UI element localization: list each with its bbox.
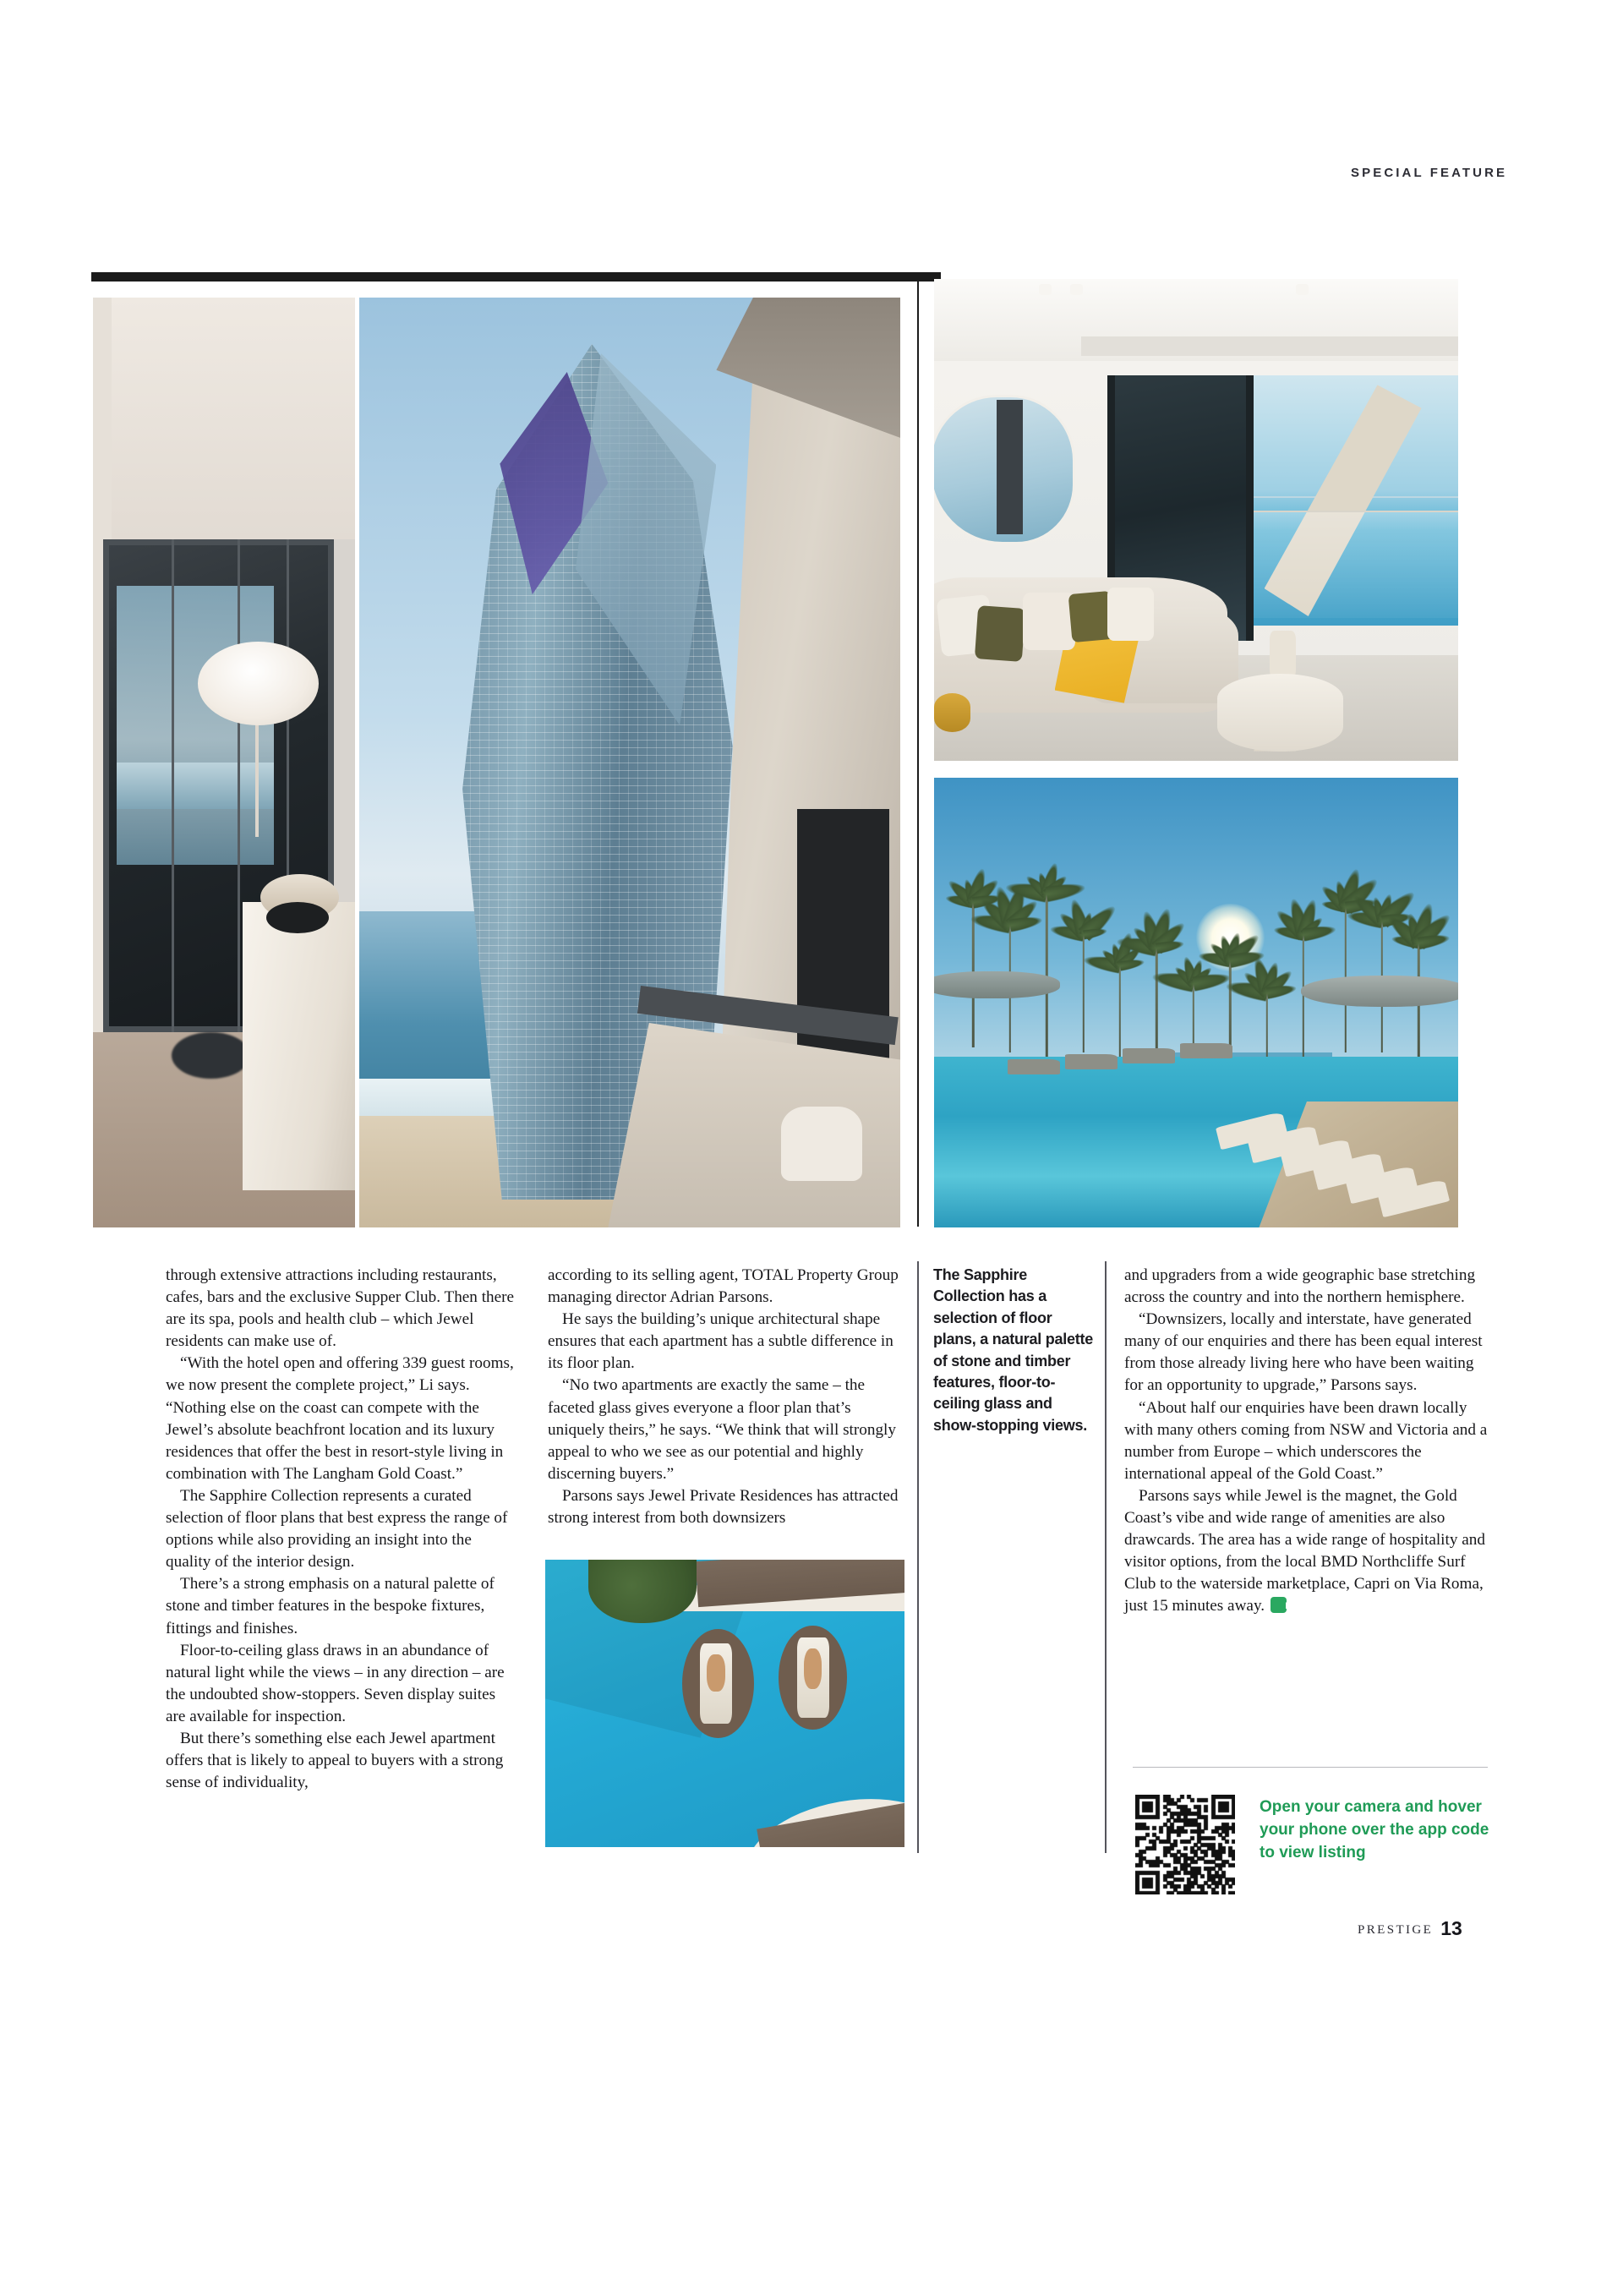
qr-divider-rule — [1133, 1767, 1488, 1768]
paragraph: “Downsizers, locally and interstate, have generated many of our enquiries and there has been equal interest from those already living here who have been waiting for an opportunity to upgrade,” Parsons says. — [1124, 1310, 1483, 1395]
pool-lounger — [1008, 1059, 1060, 1074]
pool-lounger — [1065, 1054, 1118, 1069]
paragraph: through extensive attractions including restaurants, cafes, bars and the exclusive Supper Club. Then there are its spa, pools and health club – which Jewel residents can make use of. — [166, 1266, 515, 1351]
paragraph: “About half our enquiries have been drawn locally with many others coming from NSW and Victoria and a number from Europe – which underscores the international appeal of the Gold Coast.” — [1124, 1398, 1488, 1483]
qr-code[interactable] — [1135, 1795, 1235, 1894]
paragraph: Parsons says Jewel Private Residences has attracted strong interest from both downsizers — [548, 1486, 899, 1528]
paragraph: and upgraders from a wide geographic base stretching across the country and into the northern hemisphere. — [1124, 1266, 1476, 1307]
pool-lounger — [1180, 1043, 1232, 1058]
qr-line-2: your phone over the app code — [1260, 1821, 1489, 1839]
page-number: 13 — [1440, 1917, 1462, 1939]
qr-instruction-text — [1260, 1796, 1505, 1864]
qr-line-1: Open your camera and hover — [1260, 1798, 1482, 1816]
paragraph: There’s a strong emphasis on a natural palette of stone and timber features in the bespoke fixtures, fittings and finishes. — [166, 1575, 495, 1637]
resort-pool-photo — [934, 778, 1458, 1227]
aerial-pool-photo — [545, 1560, 904, 1847]
pull-quote: The Sapphire Collection has a selection of floor plans, a natural palette of stone and timber features, floor-to-ceiling glass and show-stopping views. — [933, 1266, 1094, 1434]
paragraph: The Sapphire Collection represents a curated selection of floor plans that best express the range of options while also providing an insight into the quality of the interior design. — [166, 1486, 508, 1572]
apartment-interior-photo — [93, 298, 355, 1227]
paragraph: Floor-to-ceiling glass draws in an abundance of natural light while the views – in any direction – are the undoubted show-stoppers. Seven display suites are available for inspection. — [166, 1641, 505, 1725]
special-feature-kicker: SPECIAL FEATURE — [1351, 166, 1508, 180]
living-room-photo — [934, 279, 1458, 761]
palm-tree — [1039, 886, 1055, 1057]
jewel-tower-photo — [359, 298, 900, 1227]
body-column-2 — [548, 1265, 903, 1529]
paragraph: Parsons says while Jewel is the magnet, the Gold Coast’s vibe and wide range of amenities are also drawcards. The area has a wide range of hospitality and visitor options, from the local BMD Northcliffe Surf Club to the waterside marketplace, Capri on Via Roma, just 15 minutes away.m — [1124, 1485, 1489, 1618]
pool-lounger — [1123, 1048, 1175, 1063]
palm-tree — [1149, 940, 1165, 1057]
palm-tree — [1075, 927, 1091, 1052]
paragraph: according to its selling agent, TOTAL Property Group managing director Adrian Parsons. — [548, 1266, 899, 1307]
paragraph: “With the hotel open and offering 339 guest rooms, we now present the complete project,” Li says. “Nothing else on the coast can compete with the Jewel’s absolute beachfront location and its luxury residences that offer the best in resort-style living in combination with The Langham Gold Coast.” — [166, 1354, 514, 1483]
column-divider-rule-right — [1105, 1261, 1107, 1853]
body-column-1 — [166, 1265, 519, 1794]
qr-line-3: to view listing — [1260, 1844, 1366, 1861]
top-divider-rule — [91, 272, 941, 282]
paragraph: He says the building’s unique architectural shape ensures that each apartment has a subtle difference in its floor plan. — [548, 1310, 893, 1373]
publication-name: PRESTIGE — [1358, 1923, 1434, 1937]
body-column-4 — [1124, 1265, 1489, 1618]
page-footer — [1358, 1917, 1462, 1940]
paragraph: But there’s something else each Jewel apartment offers that is likely to appeal to buyers with a strong sense of individuality, — [166, 1729, 504, 1792]
column-divider-rule-left — [917, 1261, 919, 1853]
image-divider-rule — [917, 275, 919, 1227]
end-of-article-marker — [1271, 1597, 1287, 1613]
paragraph: “No two apartments are exactly the same – the faceted glass gives everyone a floor plan that’s uniquely theirs,” he says. “We think that will strongly appeal to who we see as our potential and highly discerning buyers.” — [548, 1376, 896, 1483]
